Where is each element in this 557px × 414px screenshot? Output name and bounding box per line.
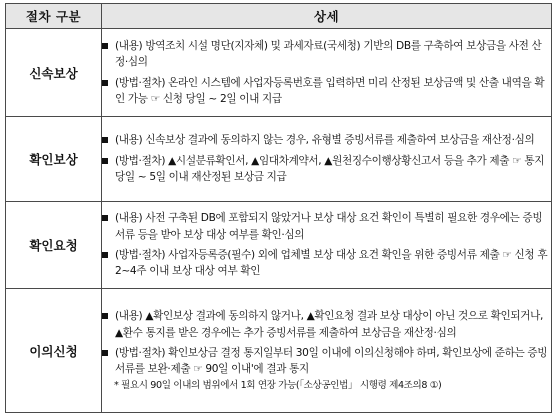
row-content bbox=[102, 29, 552, 117]
header-procedure-type: 절차 구분 bbox=[6, 4, 102, 29]
table-row bbox=[6, 289, 552, 413]
list-item bbox=[102, 210, 551, 243]
list-item bbox=[102, 308, 551, 341]
item-text: (방법·절차) 온라인 시스템에 사업자등록번호를 입력하면 미리 산정된 보상금액 및 산출 내역을 확인 가능 ☞ 신청 당일 ~ 2일 이내 지급 bbox=[115, 76, 545, 105]
footnote: * 필요시 90일 이내의 범위에서 1회 연장 가능(「소상공인법」 시행령 제4조의8 ①) bbox=[114, 379, 442, 391]
table-row bbox=[6, 29, 552, 117]
list-item bbox=[102, 345, 551, 378]
list-item bbox=[102, 247, 551, 280]
item-text: (방법·절차) 사업자등록증(필수) 외에 업체별 보상 대상 요건 확인을 위한 증빙서류 제출 ☞ 신청 후 2~4주 이내 보상 대상 여부 확인 bbox=[115, 249, 548, 278]
bullet-square-icon bbox=[102, 137, 108, 143]
list-item bbox=[102, 75, 551, 108]
row-content bbox=[102, 202, 552, 289]
list-item bbox=[102, 38, 551, 71]
item-text: (내용) 방역조치 시설 명단(지자체) 및 과세자료(국세청) 기반의 DB를 구축하여 보상금을 사전 산정·심의 bbox=[115, 39, 542, 69]
item-text: (내용) ▲확인보상 결과에 동의하지 않거나, ▲확인요청 결과 보상 대상이 아닌 것으로 확인되거나, ▲환수 통지를 받은 경우에는 추가 증빙서류를 제출하여 보상금을 재산정·심의 bbox=[115, 310, 544, 339]
item-text: (방법·절차) 확인보상금 결정 통지일부터 30일 이내에 이의신청해야 하며, 확인보상에 준하는 증빙서류를 보완·제출 ☞ 90일 이내'에 결과 통지 bbox=[115, 347, 548, 376]
item-text: (내용) 신속보상 결과에 동의하지 않는 경우, 유형별 증빙서류를 제출하여 보상금을 재산정·심의 bbox=[115, 134, 535, 147]
bullet-square-icon bbox=[102, 350, 108, 356]
bullet-square-icon bbox=[102, 215, 108, 221]
item-text: (내용) 사전 구축된 DB에 포함되지 않았거나 보상 대상 요건 확인이 특별히 필요한 경우에는 증빙서류 등을 받아 보상 대상 여부를 확인·심의 bbox=[115, 212, 543, 241]
row-label-verification-request: 확인요청 bbox=[6, 202, 102, 289]
row-content bbox=[102, 117, 552, 202]
row-label-rapid-compensation: 신속보상 bbox=[6, 29, 102, 117]
procedure-table bbox=[5, 3, 552, 413]
item-text: (방법·절차) ▲시설분류확인서, ▲임대차계약서, ▲원천징수이행상황신고서 등을 추가 제출 ☞ 통지 당일 ~ 5일 이내 재산정된 보상금 지급 bbox=[115, 154, 545, 184]
table-row bbox=[6, 117, 552, 202]
bullet-square-icon bbox=[102, 43, 108, 49]
header-details: 상세 bbox=[102, 4, 552, 29]
bullet-square-icon bbox=[102, 158, 108, 164]
bullet-square-icon bbox=[102, 80, 108, 86]
list-item bbox=[102, 132, 551, 148]
row-label-objection: 이의신청 bbox=[6, 289, 102, 413]
table-header-row bbox=[6, 4, 552, 29]
table-row bbox=[6, 202, 552, 289]
row-label-verified-compensation: 확인보상 bbox=[6, 117, 102, 202]
bullet-square-icon bbox=[102, 313, 108, 319]
row-content bbox=[102, 289, 552, 413]
list-item bbox=[102, 153, 551, 186]
bullet-square-icon bbox=[102, 252, 108, 258]
